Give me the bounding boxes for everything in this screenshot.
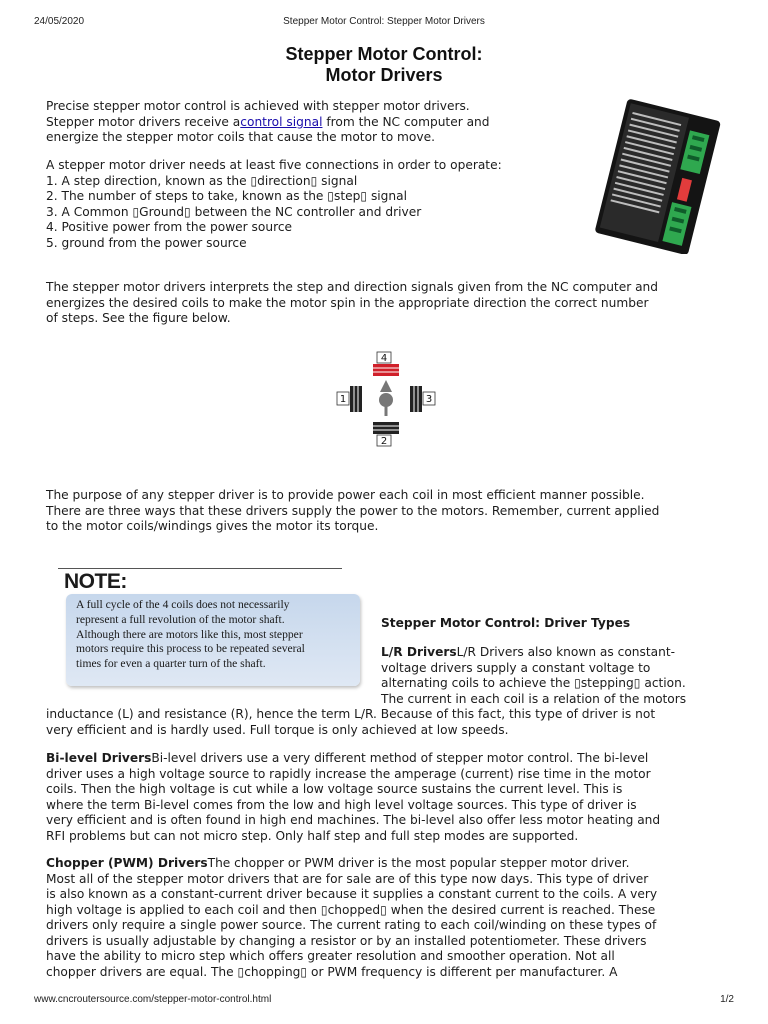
page-number: 1/2 — [720, 994, 734, 1005]
coil-label-2: 2 — [380, 436, 388, 447]
bilevel-line: RFI problems but can not micro step. Only half step and full step modes are supported. — [46, 828, 579, 843]
intro-line2-before: Stepper motor drivers receive a — [46, 114, 241, 129]
chopper-first-text: The chopper or PWM driver is the most popular stepper motor driver. — [207, 856, 630, 870]
intro-line3: energize the stepper motor coils that cause the motor to move. — [46, 130, 435, 144]
connections-list — [46, 174, 586, 252]
chopper-first-line — [46, 856, 736, 872]
connections-section — [46, 158, 586, 251]
lr-line-rest: L/R Drivers also known as constant- — [456, 645, 676, 659]
note-line: A full cycle of the 4 coils does not necessarily — [76, 598, 290, 611]
interprets-line: energizes the desired coils to make the motor spin in the appropriate direction the correct number — [46, 295, 649, 310]
driver-types-heading: Stepper Motor Control: Driver Types — [381, 616, 631, 630]
connections-lead: A stepper motor driver needs at least five connections in order to operate: — [46, 158, 502, 172]
purpose-line: There are three ways that these drivers supply the power to the motors. Remember, current applied — [46, 503, 660, 518]
page-title-line2: Motor Drivers — [325, 65, 443, 85]
bilevel-paragraph — [46, 751, 736, 844]
list-item: 1. A step direction, known as the ▯direction▯ signal — [46, 173, 358, 188]
list-item: 3. A Common ▯Ground▯ between the NC controller and driver — [46, 204, 422, 219]
note-title: NOTE: — [64, 570, 127, 593]
page-title — [0, 44, 768, 86]
purpose-line: The purpose of any stepper driver is to provide power each coil in most efficient manner possible. — [46, 488, 645, 502]
lr-full-line: very efficient and is hardly used. Full torque is only achieved at low speeds. — [46, 722, 509, 737]
footer-url: www.cncroutersource.com/stepper-motor-control.html — [34, 994, 272, 1005]
chopper-line: drivers only require a single power source. The current rating to each coil/winding on these types of — [46, 918, 657, 932]
bilevel-first-line — [46, 751, 736, 767]
chopper-label: Chopper (PWM) Drivers — [46, 856, 208, 870]
lr-drivers-full — [46, 707, 736, 738]
bilevel-line: coils. Then the high voltage is cut while a low voltage source sustains the current level. This is — [46, 782, 623, 796]
note-line: motors require this process to be repeated several — [76, 642, 305, 656]
coil-label-3: 3 — [425, 394, 433, 405]
coil-label-4: 4 — [380, 353, 388, 364]
note-text — [76, 598, 358, 672]
interprets-line: of steps. See the figure below. — [46, 311, 231, 325]
lr-full-line: inductance (L) and resistance (R), hence the term L/R. Because of this fact, this type of driver is not — [46, 707, 656, 721]
note-line: Although there are motors like this, most stepper — [76, 627, 303, 641]
bilevel-label: Bi-level Drivers — [46, 751, 152, 765]
purpose-paragraph — [46, 488, 736, 535]
list-item: 4. Positive power from the power source — [46, 220, 293, 234]
bilevel-line: driver uses a high voltage source to rapidly increase the amperage (current) rise time in the motor — [46, 766, 651, 781]
note-line: represent a full revolution of the motor shaft. — [76, 612, 285, 626]
note-divider — [58, 568, 342, 569]
intro-line2-after: from the NC computer and — [322, 114, 490, 129]
lr-drivers-right — [381, 645, 731, 707]
bilevel-first-text: Bi-level drivers use a very different method of stepper motor control. The bi-level — [151, 751, 649, 765]
bilevel-line: where the term Bi-level comes from the low and high level voltage sources. This type of driver is — [46, 797, 637, 812]
chopper-line: is also known as a constant-current driver because it supplies a constant current to the coils. A very — [46, 887, 658, 901]
interprets-paragraph — [46, 280, 736, 327]
intro-line2 — [46, 115, 586, 131]
intro-line1: Precise stepper motor control is achieved with stepper motor drivers. — [46, 99, 470, 113]
intro-paragraph — [46, 99, 586, 146]
lr-line: voltage drivers supply a constant voltage to — [381, 660, 651, 675]
stepper-driver-image — [592, 98, 724, 254]
chopper-paragraph — [46, 856, 736, 980]
chopper-line: Most all of the stepper motor drivers that are for sale are of this type now days. This type of driver — [46, 871, 649, 886]
note-line: times for even a quarter turn of the shaft. — [76, 657, 266, 671]
lr-drivers-label: L/R Drivers — [381, 645, 457, 659]
chopper-line: chopper drivers are equal. The ▯chopping▯ or PWM frequency is different per manufacturer. A — [46, 964, 618, 979]
coil-figure — [334, 350, 438, 450]
lr-line — [381, 645, 731, 661]
interprets-line: The stepper motor drivers interprets the step and direction signals given from the NC computer and — [46, 280, 659, 294]
list-item: 5. ground from the power source — [46, 235, 247, 250]
chopper-line: drivers is usually adjustable by changing a resistor or by an installed potentiometer. These drivers — [46, 933, 647, 948]
page-title-line1: Stepper Motor Control: — [285, 44, 483, 64]
bilevel-line: very efficient and is often found in high end machines. The bi-level also offer less motor heating and — [46, 813, 661, 827]
control-signal-link[interactable]: control signal — [240, 114, 323, 129]
purpose-line: to the motor coils/windings gives the motor its torque. — [46, 519, 379, 533]
chopper-line: high voltage is applied to each coil and then ▯chopped▯ when the desired current is reached. These — [46, 902, 656, 917]
chopper-line: have the ability to micro step which offers greater resolution and smoother operation. Not all — [46, 949, 615, 963]
lr-line: alternating coils to achieve the ▯stepping▯ action. — [381, 676, 686, 690]
list-item: 2. The number of steps to take, known as the ▯step▯ signal — [46, 189, 407, 203]
lr-line: The current in each coil is a relation of the motors — [381, 691, 687, 706]
print-header-title: Stepper Motor Control: Stepper Motor Drivers — [283, 16, 485, 27]
coil-label-1: 1 — [339, 394, 347, 405]
print-date: 24/05/2020 — [34, 16, 85, 27]
